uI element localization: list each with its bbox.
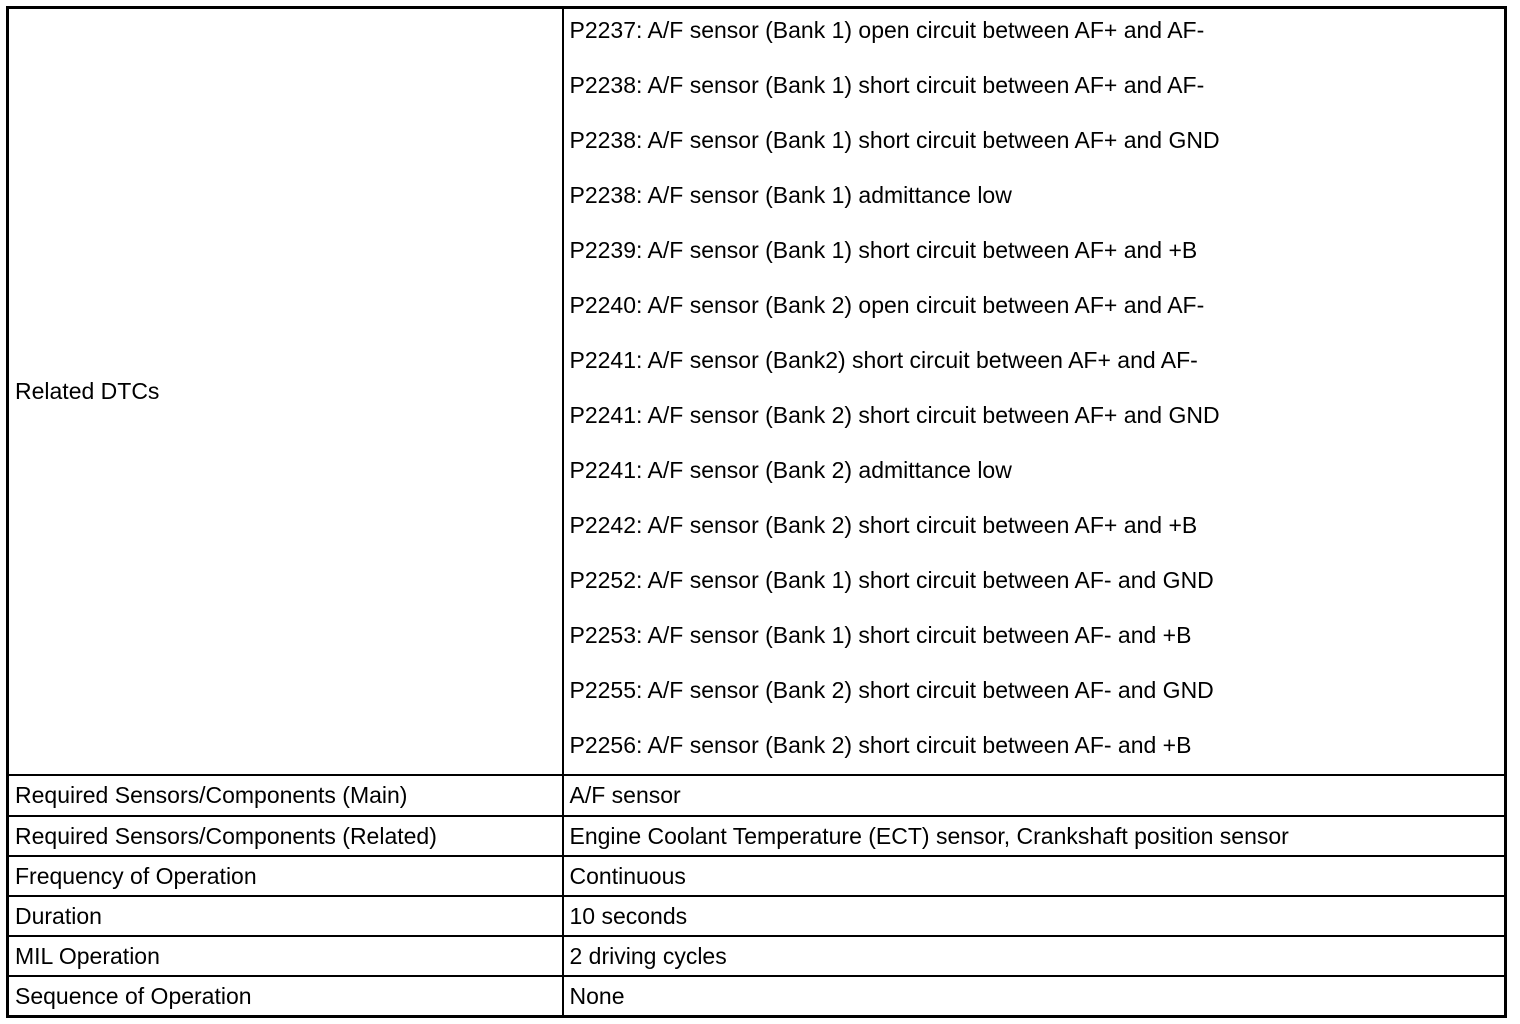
table-row-required-related: [8, 816, 1506, 856]
dtc-item: P2239: A/F sensor (Bank 1) short circuit between AF+ and +B: [569, 237, 1198, 263]
dtc-item: P2253: A/F sensor (Bank 1) short circuit between AF- and +B: [569, 622, 1192, 648]
dtc-item: P2240: A/F sensor (Bank 2) open circuit between AF+ and AF-: [569, 292, 1205, 318]
sequence-value: None: [563, 976, 1506, 1017]
required-related-value: Engine Coolant Temperature (ECT) sensor, Crankshaft position sensor: [563, 816, 1506, 856]
table-row-mil-operation: [8, 936, 1506, 976]
mil-operation-label: MIL Operation: [8, 936, 563, 976]
dtc-item: P2237: A/F sensor (Bank 1) open circuit between AF+ and AF-: [569, 17, 1205, 43]
frequency-label: Frequency of Operation: [8, 856, 563, 896]
required-related-label: Required Sensors/Components (Related): [8, 816, 563, 856]
table-row-duration: [8, 896, 1506, 936]
duration-label: Duration: [8, 896, 563, 936]
dtc-item: P2238: A/F sensor (Bank 1) admittance low: [569, 182, 1012, 208]
sequence-label: Sequence of Operation: [8, 976, 563, 1017]
table-row-required-main: [8, 775, 1506, 816]
dtc-item: P2238: A/F sensor (Bank 1) short circuit between AF+ and AF-: [569, 72, 1205, 98]
dtc-item: P2255: A/F sensor (Bank 2) short circuit between AF- and GND: [569, 677, 1214, 703]
dtc-item: P2252: A/F sensor (Bank 1) short circuit between AF- and GND: [569, 567, 1214, 593]
monitor-spec-table: [6, 6, 1507, 1018]
dtc-item: P2238: A/F sensor (Bank 1) short circuit between AF+ and GND: [569, 127, 1220, 153]
required-main-value: A/F sensor: [563, 775, 1506, 816]
table-row-frequency: [8, 856, 1506, 896]
duration-value: 10 seconds: [563, 896, 1506, 936]
mil-operation-value: 2 driving cycles: [563, 936, 1506, 976]
dtc-item: P2242: A/F sensor (Bank 2) short circuit between AF+ and +B: [569, 512, 1198, 538]
table-row-related-dtcs: [8, 8, 1506, 776]
dtc-item: P2241: A/F sensor (Bank 2) admittance low: [569, 457, 1012, 483]
dtc-item: P2241: A/F sensor (Bank2) short circuit between AF+ and AF-: [569, 347, 1198, 373]
frequency-value: Continuous: [563, 856, 1506, 896]
table-row-sequence: [8, 976, 1506, 1017]
dtc-item: P2256: A/F sensor (Bank 2) short circuit between AF- and +B: [569, 732, 1192, 758]
dtc-item: P2241: A/F sensor (Bank 2) short circuit between AF+ and GND: [569, 402, 1220, 428]
related-dtcs-list: [563, 8, 1506, 776]
related-dtcs-label: Related DTCs: [8, 8, 563, 776]
required-main-label: Required Sensors/Components (Main): [8, 775, 563, 816]
